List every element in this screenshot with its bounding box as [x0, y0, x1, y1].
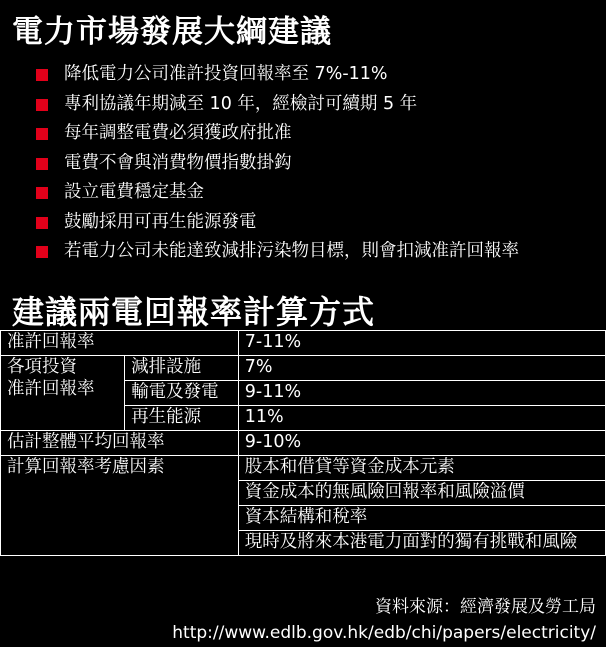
- source-note: [172, 594, 596, 646]
- list-item-text: 每年調整電費必須獲政府批准: [64, 123, 292, 143]
- table-row: [1, 456, 606, 481]
- list-item: [36, 208, 602, 238]
- list-item-text: 降低電力公司准許投資回報率至 7%-11%: [64, 64, 388, 84]
- red-square-bullet-icon: [36, 99, 48, 111]
- investment-item: 輸電及發電: [125, 381, 239, 406]
- overall-return-label: 估計整體平均回報率: [1, 431, 239, 456]
- red-square-bullet-icon: [36, 69, 48, 81]
- list-item-text: 專利協議年期減至 10 年，經檢討可續期 5 年: [64, 93, 418, 114]
- investment-rate: 9-11%: [238, 381, 605, 406]
- list-item: [36, 60, 602, 90]
- list-item: [36, 119, 602, 149]
- list-item-text: 設立電費穩定基金: [64, 182, 204, 202]
- factor-item: 資金成本的無風險回報率和風險溢價: [238, 481, 605, 506]
- list-item: [36, 149, 602, 179]
- red-square-bullet-icon: [36, 217, 48, 229]
- investment-rate: 11%: [238, 406, 605, 431]
- main-title: 電力市場發展大綱建議: [12, 14, 332, 50]
- red-square-bullet-icon: [36, 158, 48, 170]
- investment-label-line2: 准許回報率: [7, 379, 95, 399]
- table-row: [1, 356, 606, 381]
- list-item-text: 鼓勵採用可再生能源發電: [64, 211, 257, 232]
- table-row: [1, 331, 606, 356]
- investment-item: 減排設施: [125, 356, 239, 381]
- investment-label-line1: 各項投資: [7, 357, 77, 377]
- overall-return-value: 9-10%: [238, 431, 605, 456]
- table-row: [1, 431, 606, 456]
- list-item: [36, 237, 602, 267]
- proposal-list: [36, 60, 602, 267]
- factor-item: 股本和借貸等資金成本元素: [238, 456, 605, 481]
- source-label: 資料來源：經濟發展及勞工局: [375, 597, 596, 617]
- factor-item: 現時及將來本港電力面對的獨有挑戰和風險: [238, 531, 605, 556]
- factors-label: 計算回報率考慮因素: [1, 456, 239, 556]
- investment-label-cell: [1, 356, 125, 431]
- list-item: [36, 90, 602, 120]
- source-url: http://www.edlb.gov.hk/edb/chi/papers/electricity/: [172, 623, 596, 643]
- list-item-text: 電費不會與消費物價指數掛鈎: [64, 152, 292, 173]
- section-title: 建議兩電回報率計算方式: [12, 293, 376, 331]
- list-item-text: 若電力公司未能達致減排污染物目標，則會扣減准許回報率: [64, 241, 519, 261]
- red-square-bullet-icon: [36, 128, 48, 140]
- return-rate-table: [0, 330, 606, 556]
- allowed-return-label: 准許回報率: [1, 331, 239, 356]
- factor-item: 資本結構和稅率: [238, 506, 605, 531]
- investment-item: 再生能源: [125, 406, 239, 431]
- allowed-return-value: 7-11%: [238, 331, 605, 356]
- list-item: [36, 178, 602, 208]
- investment-rate: 7%: [238, 356, 605, 381]
- red-square-bullet-icon: [36, 187, 48, 199]
- red-square-bullet-icon: [36, 246, 48, 258]
